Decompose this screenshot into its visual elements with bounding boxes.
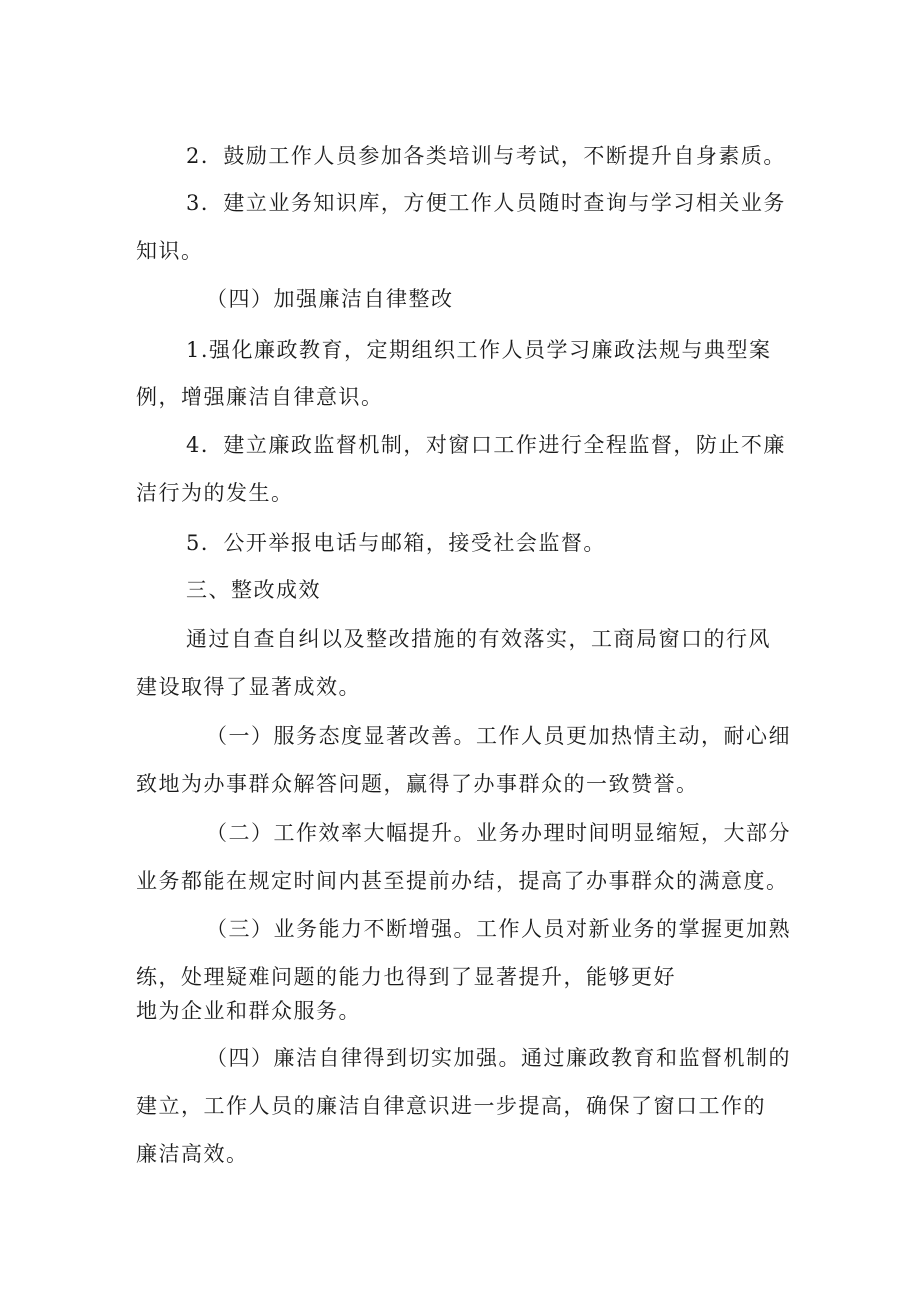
text-line-item-5: 5．公开举报电话与邮箱，接受社会监督。 <box>186 531 606 555</box>
paragraph-ability-line-2: 练，处理疑难问题的能力也得到了显著提升，能够更好 <box>136 965 676 989</box>
paragraph-intro-line-1: 通过自查自纠以及整改措施的有效落实，工商局窗口的行风 <box>186 627 771 651</box>
paragraph-efficiency-line-1: （二）工作效率大幅提升。业务办理时间明显缩短，大部分 <box>206 821 791 845</box>
section-heading-integrity: （四）加强廉洁自律整改 <box>206 287 454 311</box>
section-heading-results: 三、整改成效 <box>186 578 321 602</box>
text-line-item-3: 3．建立业务知识库，方便工作人员随时查询与学习相关业务 <box>186 191 786 215</box>
paragraph-integrity-line-3: 廉洁高效。 <box>136 1142 249 1166</box>
paragraph-intro-line-2: 建设取得了显著成效。 <box>136 675 361 699</box>
paragraph-ability-line-1: （三）业务能力不断增强。工作人员对新业务的掌握更加熟 <box>206 917 791 941</box>
text-line-item-4-cont: 洁行为的发生。 <box>136 481 294 505</box>
paragraph-ability-line-3: 地为企业和群众服务。 <box>136 999 361 1023</box>
text-line-item-3-cont: 知识。 <box>136 239 204 263</box>
text-line-item-1-cont: 例，增强廉洁自律意识。 <box>136 385 384 409</box>
text-line-item-4: 4．建立廉政监督机制，对窗口工作进行全程监督，防止不廉 <box>186 433 786 457</box>
text-line-item-1: 1.强化廉政教育，定期组织工作人员学习廉政法规与典型案 <box>186 338 772 362</box>
paragraph-service-line-2: 致地为办事群众解答问题，赢得了办事群众的一致赞誉。 <box>136 772 699 796</box>
text-line-item-2: 2．鼓励工作人员参加各类培训与考试，不断提升自身素质。 <box>186 144 786 168</box>
paragraph-service-line-1: （一）服务态度显著改善。工作人员更加热情主动，耐心细 <box>206 724 791 748</box>
paragraph-integrity-line-2: 建立，工作人员的廉洁自律意识进一步提高，确保了窗口工作的 <box>136 1094 766 1118</box>
paragraph-efficiency-line-2: 业务都能在规定时间内甚至提前办结，提高了办事群众的满意度。 <box>136 869 789 893</box>
paragraph-integrity-line-1: （四）廉洁自律得到切实加强。通过廉政教育和监督机制的 <box>206 1046 791 1070</box>
